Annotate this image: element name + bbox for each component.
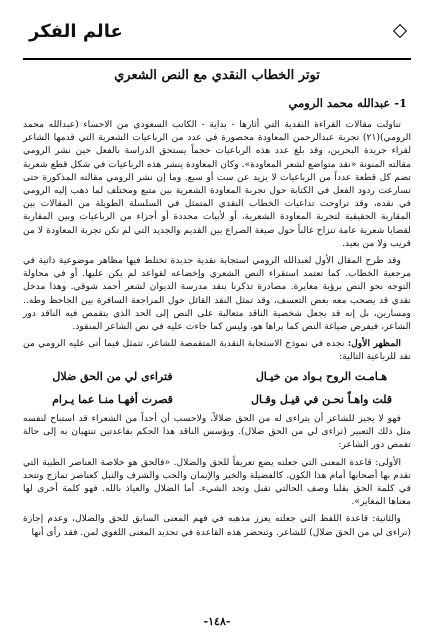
paragraph: تناولت مقالات القراءة النقدية التي أثارها - بداية - الكاتب السعودي من الاحساء (عبدالله محمد الرومي)(٢١) تجربة عبدالرحمن المعاودة محصورة في عدد من الرباعيات الشعرية التي قدمها الشاعر لقراء جريدة البحرين، وقد بلغ عدد هذه الرباعيات حجماً يستحق الدراسة بالفعل حين نشر الرومي مقالته المنونة «نقد متواضع لشعر المعاودة». وكان المعاودة ينشر هذه الرباعيات في شكل قطع شعرية تضم كل قطعة عدداً من الرباعيات لا يزيد عن ست أو سبع. وما إن نشر الرومي مقالته المذكورة حتى تسارعت ردود الفعل في الكتابة حول تجربة المعاودة الشعرية بين متبع ومختلف لما ذهب إليه الرومي في نقده، وقد تراوحت تداعيات الخطاب النقدي المتمثل في السلسلة الطويلة من المقالات بين المقاربة الحقيقية لتجربة المعاودة الشعرية، أو لأبيات محددة أو أجزاء من الرباعيات وبين المقاربة لقضايا شعرية عامة تنزاح غالباً حول صيغة الصراع بين القديم والجديد التي لم تكن تجربة المعاودة لا من قريب ولا من بعيد. (23, 119, 411, 249)
header-ornament-right (393, 24, 407, 38)
verse-hemistich: هـامـت الروح بـواد من خيـال (255, 369, 388, 383)
paragraph-text: نجده في نموذج الاستجابة النقدية المتقمصة للشاعر، تتمثل فيما أتى عليه الرومي من نقد للرباعية التالية: (23, 338, 411, 363)
paragraph: والثانية: قاعدة اللفظ التي جعلته يعزز مذهبه في فهم المعنى السابق للحق والضلال، وعدم إجازة (تراءى لي من الحق ضلال) للشاعر. وتنحصر هذه القاعدة في تحديد المعنى اللغوي لمن. فقد رأى أنها (23, 513, 411, 538)
paragraph: فهو لا يجيز للشاعر أن يتراءى له من الحق ضلالاً، ولاحسب أن أحداً من الشعراء قد استباح لنفسه مثل ذلك التعبير (تراءى لي من الحق ضلال). ويؤسس الناقد هذا الحكم بقاعدتين تنتهيان به إلى حالة تقمص دور الشاعر: (23, 413, 411, 451)
verse-hemistich: فتراءى لي من الحق ضلال (52, 369, 173, 383)
article-body (23, 118, 411, 543)
header-divider (23, 58, 411, 60)
verse-hemistich: قصرت أفهـا منـا عما يـرام (52, 392, 173, 406)
section-title: عالم الفكر (29, 20, 123, 42)
subheading-label: المظهر الأول: (347, 338, 401, 350)
verse-quatrain (23, 370, 411, 406)
paragraph: وقد طرح المقال الأول لعبدالله الرومي استجابة نقدية جديدة تختلط فيها مظاهر موضوعية ذاتية في مرجعية الخطاب. كما تعتمد استقراء النص الشعري وإخضاعه لقواعد لم يكن عليها. أو في محاولة التوجه نحو النص برؤية مغايرة. مصادرة تذكرنا بنقد مدرسة الديوان لشعر أحمد شوقي. وهذا مدخل نقدي قد يصحب معه بعض التعسف، وقد تمثل النقد القائل حول المراجعة السافرة بين الجاحظ وطه.. ومسارين، بل إنه قد يجعل شخصية الناقد متعالية على النص إلى الحد الذي يتقمص فيه الناقد دور الشاعر، فيفرض صياغة النص كما يراها هو، وليس كما جاءت عليه في نص الشاعر المنقود. (23, 255, 411, 333)
paragraph (23, 337, 411, 363)
article-title: توتر الخطاب النقدي مع النص الشعري (114, 68, 320, 83)
paragraph: الأولى: قاعدة المعنى التي جعلته يضع تعريفاً للحق والضلال. «فالحق هو خلاصة العناصر الطيبة التي تقدم بها أصحابها أمام هذا الكون. كالفضيلة والخير والإيمان والحب والشرف والنبل كعناصر تمازج وتتحد في كلمة الحق بقلبا وصف الحالتي تقبل وتحد الشيء. أما الضلال والعياذ بالله. فهو كلمة أخرى لها معناها المغاير». (23, 456, 411, 508)
running-header (23, 10, 411, 52)
author-heading: 1- عبدالله محمد الرومي (288, 96, 407, 110)
page-number: -١٤٨- (203, 615, 231, 628)
verse-hemistich: قلت واهـاً نحـن في قيـل وقـال (250, 392, 393, 406)
